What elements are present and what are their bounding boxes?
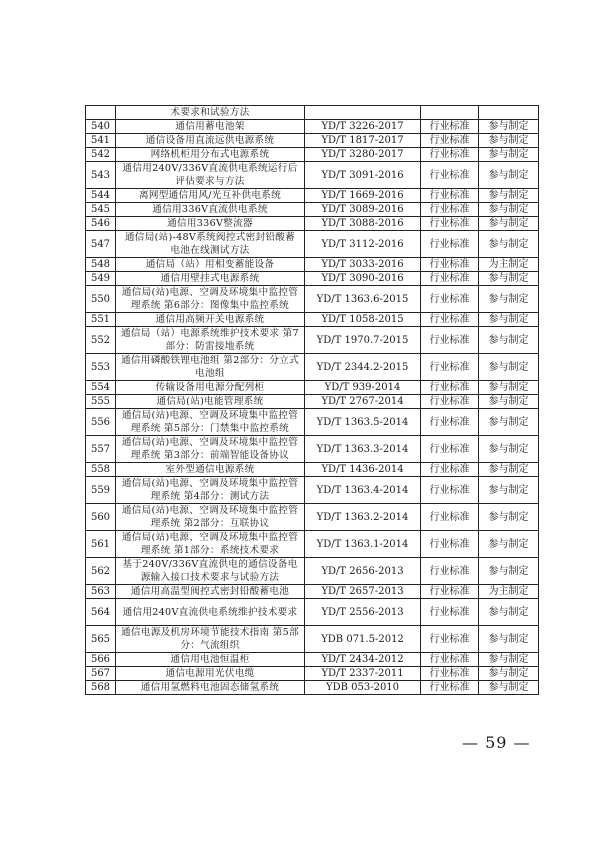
cell-number: 545 bbox=[86, 203, 116, 217]
cell-code: YDB 053-2010 bbox=[305, 681, 421, 695]
cell-code: YD/T 3033-2016 bbox=[305, 258, 421, 272]
cell-name: 通信电源及机房环境节能技术指南 第5部分：气流组织 bbox=[116, 626, 305, 653]
table-row bbox=[86, 477, 539, 504]
table-row bbox=[86, 134, 539, 148]
cell-code: YD/T 2767-2014 bbox=[305, 395, 421, 409]
cell-role: 参与制定 bbox=[479, 463, 539, 477]
cell-name: 通信局(站)电能管理系统 bbox=[116, 395, 305, 409]
cell-code: YD/T 2656-2013 bbox=[305, 558, 421, 585]
cell-code: YD/T 1817-2017 bbox=[305, 134, 421, 148]
cell-name: 通信局(站)电源、空调及环境集中监控管理系统 第3部分：前端智能设备协议 bbox=[116, 436, 305, 463]
cell-type: 行业标准 bbox=[421, 148, 479, 162]
cell-number bbox=[86, 106, 116, 120]
page-number: — 59 — bbox=[462, 733, 531, 752]
table-row bbox=[86, 203, 539, 217]
cell-role: 参与制定 bbox=[479, 477, 539, 504]
cell-code bbox=[305, 106, 421, 120]
cell-name: 通信用240V/336V直流供电系统运行后评估要求与方法 bbox=[116, 162, 305, 189]
cell-type: 行业标准 bbox=[421, 409, 479, 436]
table-row bbox=[86, 217, 539, 231]
cell-code: YD/T 3089-2016 bbox=[305, 203, 421, 217]
cell-type: 行业标准 bbox=[421, 463, 479, 477]
cell-code: YDB 071.5-2012 bbox=[305, 626, 421, 653]
cell-type: 行业标准 bbox=[421, 599, 479, 626]
cell-role: 参与制定 bbox=[479, 381, 539, 395]
cell-name: 通信用蓄电池架 bbox=[116, 120, 305, 134]
cell-name: 通信用240V直流供电系统维护技术要求 bbox=[116, 599, 305, 626]
cell-type: 行业标准 bbox=[421, 504, 479, 531]
cell-role: 参与制定 bbox=[479, 558, 539, 585]
cell-number: 568 bbox=[86, 681, 116, 695]
cell-role: 参与制定 bbox=[479, 653, 539, 667]
cell-type: 行业标准 bbox=[421, 626, 479, 653]
cell-number: 554 bbox=[86, 381, 116, 395]
cell-number: 565 bbox=[86, 626, 116, 653]
cell-type: 行业标准 bbox=[421, 653, 479, 667]
table-row bbox=[86, 272, 539, 286]
cell-name: 通信电源用光伏电缆 bbox=[116, 667, 305, 681]
table-row bbox=[86, 354, 539, 381]
cell-type: 行业标准 bbox=[421, 436, 479, 463]
cell-role: 参与制定 bbox=[479, 531, 539, 558]
cell-role: 参与制定 bbox=[479, 231, 539, 258]
cell-type: 行业标准 bbox=[421, 395, 479, 409]
cell-role: 参与制定 bbox=[479, 667, 539, 681]
cell-role: 参与制定 bbox=[479, 681, 539, 695]
cell-type: 行业标准 bbox=[421, 313, 479, 327]
cell-code: YD/T 1669-2016 bbox=[305, 189, 421, 203]
table-row bbox=[86, 681, 539, 695]
table-row bbox=[86, 667, 539, 681]
cell-type bbox=[421, 106, 479, 120]
cell-number: 540 bbox=[86, 120, 116, 134]
cell-role: 参与制定 bbox=[479, 272, 539, 286]
cell-code: YD/T 1436-2014 bbox=[305, 463, 421, 477]
cell-type: 行业标准 bbox=[421, 162, 479, 189]
cell-type: 行业标准 bbox=[421, 189, 479, 203]
table-row bbox=[86, 258, 539, 272]
cell-name: 通信局（站）用相变蓄能设备 bbox=[116, 258, 305, 272]
cell-type: 行业标准 bbox=[421, 585, 479, 599]
table-row bbox=[86, 436, 539, 463]
table-row bbox=[86, 409, 539, 436]
cell-type: 行业标准 bbox=[421, 272, 479, 286]
cell-role: 参与制定 bbox=[479, 436, 539, 463]
cell-number: 542 bbox=[86, 148, 116, 162]
cell-code: YD/T 1363.3-2014 bbox=[305, 436, 421, 463]
cell-role: 参与制定 bbox=[479, 120, 539, 134]
table-row bbox=[86, 189, 539, 203]
cell-number: 559 bbox=[86, 477, 116, 504]
table-row bbox=[86, 286, 539, 313]
cell-type: 行业标准 bbox=[421, 381, 479, 395]
cell-number: 566 bbox=[86, 653, 116, 667]
cell-type: 行业标准 bbox=[421, 477, 479, 504]
table-row bbox=[86, 653, 539, 667]
cell-code: YD/T 3226-2017 bbox=[305, 120, 421, 134]
cell-role: 参与制定 bbox=[479, 327, 539, 354]
table-row bbox=[86, 463, 539, 477]
cell-name: 通信用336V直流供电系统 bbox=[116, 203, 305, 217]
cell-code: YD/T 1058-2015 bbox=[305, 313, 421, 327]
cell-name: 通信局（站）电源系统维护技术要求 第7部分：防雷接地系统 bbox=[116, 327, 305, 354]
cell-name: 室外型通信电源系统 bbox=[116, 463, 305, 477]
cell-number: 541 bbox=[86, 134, 116, 148]
cell-code: YD/T 3091-2016 bbox=[305, 162, 421, 189]
table-row bbox=[86, 327, 539, 354]
cell-role: 参与制定 bbox=[479, 599, 539, 626]
cell-role: 为主制定 bbox=[479, 585, 539, 599]
cell-number: 556 bbox=[86, 409, 116, 436]
cell-name: 通信用电池恒温柜 bbox=[116, 653, 305, 667]
table-row bbox=[86, 599, 539, 626]
cell-type: 行业标准 bbox=[421, 667, 479, 681]
cell-code: YD/T 939-2014 bbox=[305, 381, 421, 395]
cell-type: 行业标准 bbox=[421, 231, 479, 258]
cell-number: 549 bbox=[86, 272, 116, 286]
cell-name: 通信局(站)电源、空调及环境集中监控管理系统 第6部分：图像集中监控系统 bbox=[116, 286, 305, 313]
cell-number: 560 bbox=[86, 504, 116, 531]
cell-number: 550 bbox=[86, 286, 116, 313]
cell-number: 564 bbox=[86, 599, 116, 626]
cell-role: 参与制定 bbox=[479, 217, 539, 231]
table-row-continuation bbox=[86, 106, 539, 120]
cell-code: YD/T 2337-2011 bbox=[305, 667, 421, 681]
table-row bbox=[86, 558, 539, 585]
cell-code: YD/T 2434-2012 bbox=[305, 653, 421, 667]
cell-number: 552 bbox=[86, 327, 116, 354]
cell-code: YD/T 1363.6-2015 bbox=[305, 286, 421, 313]
cell-name: 离网型通信用风/光互补供电系统 bbox=[116, 189, 305, 203]
cell-number: 567 bbox=[86, 667, 116, 681]
cell-name: 通信局(站)电源、空调及环境集中监控管理系统 第2部分：互联协议 bbox=[116, 504, 305, 531]
cell-role: 参与制定 bbox=[479, 395, 539, 409]
cell-number: 561 bbox=[86, 531, 116, 558]
cell-role: 参与制定 bbox=[479, 134, 539, 148]
table-row bbox=[86, 531, 539, 558]
table-row bbox=[86, 231, 539, 258]
table-row bbox=[86, 395, 539, 409]
cell-code: YD/T 3090-2016 bbox=[305, 272, 421, 286]
cell-code: YD/T 1970.7-2015 bbox=[305, 327, 421, 354]
cell-code: YD/T 1363.4-2014 bbox=[305, 477, 421, 504]
cell-number: 548 bbox=[86, 258, 116, 272]
table-row bbox=[86, 162, 539, 189]
cell-number: 563 bbox=[86, 585, 116, 599]
cell-role: 参与制定 bbox=[479, 203, 539, 217]
cell-type: 行业标准 bbox=[421, 681, 479, 695]
cell-number: 558 bbox=[86, 463, 116, 477]
cell-type: 行业标准 bbox=[421, 558, 479, 585]
cell-number: 562 bbox=[86, 558, 116, 585]
cell-name: 通信局(站)电源、空调及环境集中监控管理系统 第1部分：系统技术要求 bbox=[116, 531, 305, 558]
cell-code: YD/T 2344.2-2015 bbox=[305, 354, 421, 381]
cell-number: 546 bbox=[86, 217, 116, 231]
cell-code: YD/T 1363.1-2014 bbox=[305, 531, 421, 558]
cell-name: 通信设备用直流远供电源系统 bbox=[116, 134, 305, 148]
table-body bbox=[86, 106, 539, 695]
table-row bbox=[86, 148, 539, 162]
cell-role bbox=[479, 106, 539, 120]
cell-name: 通信用壁挂式电源系统 bbox=[116, 272, 305, 286]
cell-role: 参与制定 bbox=[479, 162, 539, 189]
cell-role: 参与制定 bbox=[479, 286, 539, 313]
table-row bbox=[86, 585, 539, 599]
cell-name: 通信局(站)电源、空调及环境集中监控管理系统 第5部分：门禁集中监控系统 bbox=[116, 409, 305, 436]
cell-role: 参与制定 bbox=[479, 409, 539, 436]
cell-number: 555 bbox=[86, 395, 116, 409]
cell-code: YD/T 1363.2-2014 bbox=[305, 504, 421, 531]
cell-type: 行业标准 bbox=[421, 531, 479, 558]
cell-role: 参与制定 bbox=[479, 148, 539, 162]
cell-name: 网络机柜用分布式电源系统 bbox=[116, 148, 305, 162]
cell-code: YD/T 2657-2013 bbox=[305, 585, 421, 599]
cell-role: 参与制定 bbox=[479, 354, 539, 381]
table-row bbox=[86, 313, 539, 327]
cell-number: 557 bbox=[86, 436, 116, 463]
cell-type: 行业标准 bbox=[421, 354, 479, 381]
table-row bbox=[86, 504, 539, 531]
cell-number: 553 bbox=[86, 354, 116, 381]
cell-type: 行业标准 bbox=[421, 120, 479, 134]
cell-name: 基于240V/336V直流供电的通信设备电源输入接口技术要求与试验方法 bbox=[116, 558, 305, 585]
cell-code: YD/T 3280-2017 bbox=[305, 148, 421, 162]
cell-code: YD/T 3088-2016 bbox=[305, 217, 421, 231]
table-row bbox=[86, 626, 539, 653]
standards-table bbox=[85, 105, 539, 695]
cell-name: 通信用336V整流器 bbox=[116, 217, 305, 231]
cell-number: 544 bbox=[86, 189, 116, 203]
cell-number: 543 bbox=[86, 162, 116, 189]
cell-name: 通信用高温型阀控式密封铅酸蓄电池 bbox=[116, 585, 305, 599]
cell-number: 547 bbox=[86, 231, 116, 258]
cell-name: 术要求和试验方法 bbox=[116, 106, 305, 120]
cell-name: 通信用高频开关电源系统 bbox=[116, 313, 305, 327]
cell-type: 行业标准 bbox=[421, 327, 479, 354]
cell-name: 通信用磷酸铁锂电池组 第2部分：分立式电池组 bbox=[116, 354, 305, 381]
cell-role: 参与制定 bbox=[479, 313, 539, 327]
cell-name: 通信局(站)电源、空调及环境集中监控管理系统 第4部分：测试方法 bbox=[116, 477, 305, 504]
table-row bbox=[86, 120, 539, 134]
cell-code: YD/T 1363.5-2014 bbox=[305, 409, 421, 436]
cell-role: 参与制定 bbox=[479, 189, 539, 203]
cell-type: 行业标准 bbox=[421, 258, 479, 272]
cell-role: 为主制定 bbox=[479, 258, 539, 272]
cell-role: 参与制定 bbox=[479, 504, 539, 531]
cell-type: 行业标准 bbox=[421, 286, 479, 313]
cell-number: 551 bbox=[86, 313, 116, 327]
table-row bbox=[86, 381, 539, 395]
cell-role: 参与制定 bbox=[479, 626, 539, 653]
cell-name: 传输设备用电源分配列柜 bbox=[116, 381, 305, 395]
cell-type: 行业标准 bbox=[421, 203, 479, 217]
cell-type: 行业标准 bbox=[421, 134, 479, 148]
cell-code: YD/T 3112-2016 bbox=[305, 231, 421, 258]
cell-type: 行业标准 bbox=[421, 217, 479, 231]
cell-name: 通信局(站)-48V系统阀控式密封铅酸蓄电池在线测试方法 bbox=[116, 231, 305, 258]
cell-name: 通信用氢燃料电池固态储氢系统 bbox=[116, 681, 305, 695]
cell-code: YD/T 2556-2013 bbox=[305, 599, 421, 626]
